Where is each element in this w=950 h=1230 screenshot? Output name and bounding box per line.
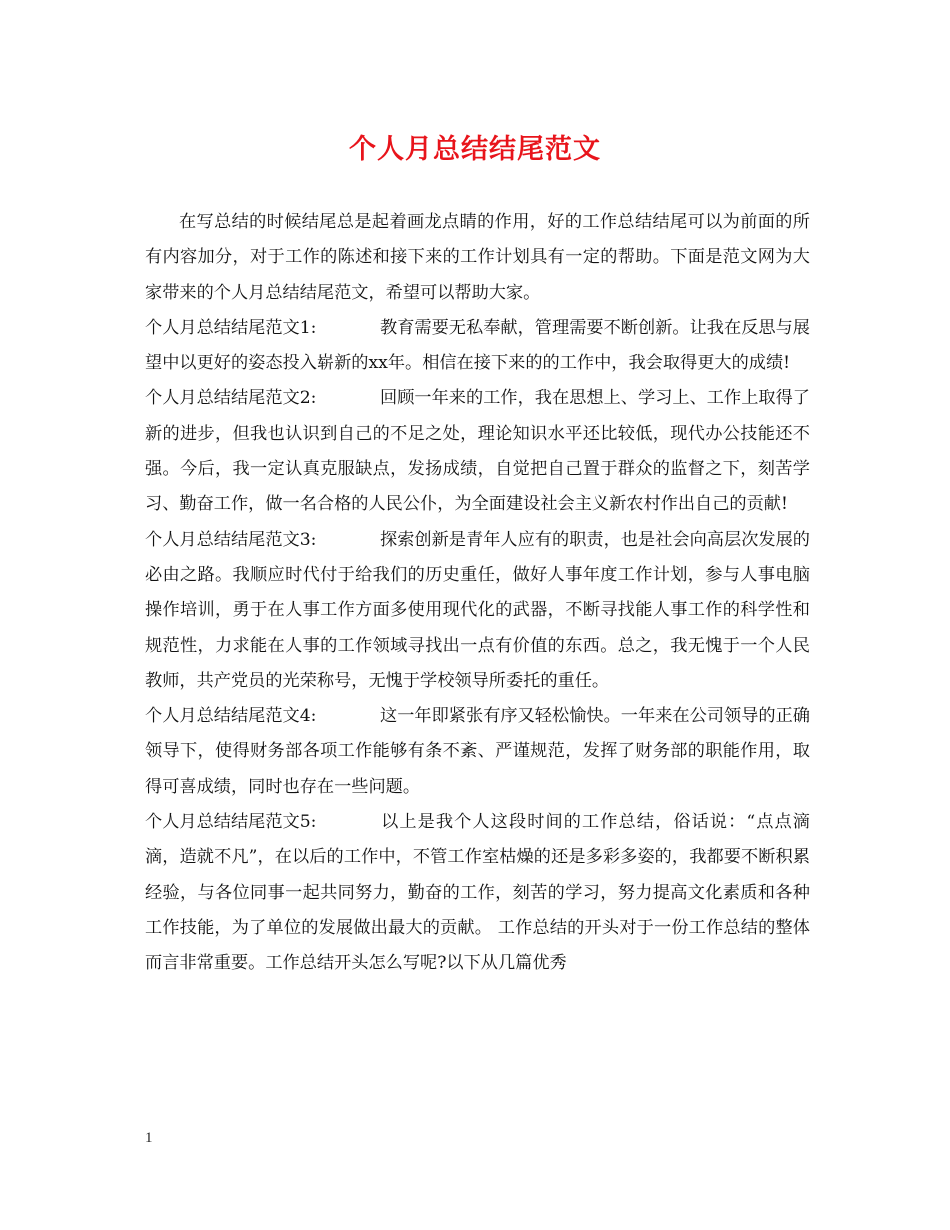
sample-heading-3: 个人月总结结尾范文3: <box>145 529 317 550</box>
sample-text-2: 回顾一年来的工作，我在思想上、学习上、工作上取得了新的进步，但我也认识到自己的不足之处，理论知识水平还比较低，现代办公技能还不强。今后，我一定认真克服缺点，发扬成绩，自觉把自己置于群众的监督之下，刻苦学习、勤奋工作，做一名合格的人民公仆，为全面建设社会主义新农村作出自己的贡献! <box>145 388 810 515</box>
sample-heading-4: 个人月总结结尾范文4: <box>145 706 317 727</box>
sample-text-1: 教育需要无私奉献，管理需要不断创新。让我在反思与展望中以更好的姿态投入崭新的xx年。相信在接下来的的工作中，我会取得更大的成绩! <box>145 317 810 374</box>
sample-paragraph-5 <box>145 805 810 981</box>
sample-heading-1: 个人月总结结尾范文1: <box>145 317 317 338</box>
sample-heading-5: 个人月总结结尾范文5: <box>145 812 317 833</box>
sample-text-4: 这一年即紧张有序又轻松愉快。一年来在公司领导的正确领导下，使得财务部各项工作能够有条不紊、严谨规范，发挥了财务部的职能作用，取得可喜成绩，同时也存在一些问题。 <box>145 706 810 797</box>
sample-paragraph-4 <box>145 699 810 805</box>
sample-paragraph-3 <box>145 523 810 699</box>
document-body <box>145 205 810 982</box>
intro-paragraph: 在写总结的时候结尾总是起着画龙点睛的作用，好的工作总结结尾可以为前面的所有内容加分，对于工作的陈述和接下来的工作计划具有一定的帮助。下面是范文网为大家带来的个人月总结结尾范文，希望可以帮助大家。 <box>145 212 810 303</box>
sample-paragraph-1 <box>145 311 810 382</box>
page-number: 1 <box>145 1130 153 1146</box>
sample-paragraph-2 <box>145 381 810 522</box>
sample-text-3: 探索创新是青年人应有的职责，也是社会向高层次发展的必由之路。我顺应时代付于给我们的历史重任，做好人事年度工作计划，参与人事电脑操作培训，勇于在人事工作方面多使用现代化的武器，不断寻找能人事工作的科学性和规范性，力求能在人事的工作领域寻找出一点有价值的东西。总之，我无愧于一个人民教师，共产党员的光荣称号，无愧于学校领导所委托的重任。 <box>145 529 810 691</box>
document-title: 个人月总结结尾范文 <box>349 134 601 165</box>
sample-text-5: 以上是我个人这段时间的工作总结，俗话说：“点点滴滴，造就不凡”，在以后的工作中，不管工作室枯燥的还是多彩多姿的，我都要不断积累经验，与各位同事一起共同努力，勤奋的工作，刻苦的学习，努力提高文化素质和各种工作技能，为了单位的发展做出最大的贡献。 工作总结的开头对于一份工作总结的整体而言非常重要。工作总结开头怎么写呢?以下从几篇优秀 <box>145 812 810 974</box>
sample-heading-2: 个人月总结结尾范文2: <box>145 388 317 409</box>
